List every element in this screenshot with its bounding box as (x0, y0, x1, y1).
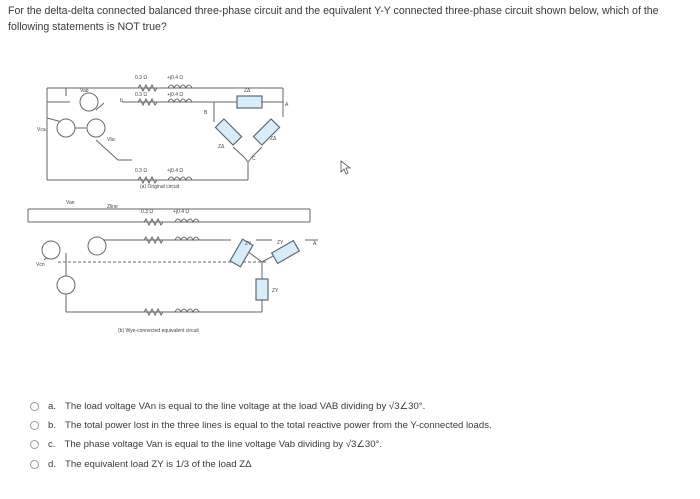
option-d-text: The equivalent load ZY is 1/3 of the load ZΔ (65, 458, 252, 470)
source-vab-circle (80, 93, 98, 111)
label-zdelta-left: ZΔ (218, 144, 225, 150)
option-a-text: The load voltage VAn is equal to the line voltage at the load VAB dividing by √3∠30°. (65, 400, 426, 412)
label-reactance-mid: +j0.4 Ω (167, 92, 184, 98)
label-resistance-top: 0.3 Ω (135, 75, 148, 81)
label-vcn: Vcn (36, 262, 45, 268)
label-zline: Zline (107, 204, 118, 210)
label-wye-reactance: +j0.4 Ω (173, 209, 190, 215)
label-zdelta-right: ZΔ (270, 136, 277, 142)
label-vbc: Vbc (107, 137, 116, 143)
question-line-1: For the delta-delta connected balanced three-phase circuit and the equivalent Y-Y connected three-phase circuit shown below, which of the (8, 5, 659, 17)
option-a[interactable] (30, 397, 425, 415)
source-van-circle (42, 241, 60, 259)
label-vca: Vca (37, 127, 46, 133)
wye-circuit-elements (144, 219, 199, 315)
wye-circuit-sources (42, 237, 106, 294)
option-d[interactable] (30, 455, 252, 473)
radio-b[interactable] (30, 421, 39, 430)
label-node-b: b (120, 98, 123, 104)
load-zdelta-top (237, 96, 262, 108)
caption-original: (a) Original circuit (140, 184, 180, 190)
original-circuit-labels (37, 75, 289, 190)
label-node-C: C (252, 156, 256, 162)
option-b-text: The total power lost in the three lines is equal to the total reactive power from the Y-connected loads. (65, 419, 492, 431)
radio-a[interactable] (30, 402, 39, 411)
source-vcn-circle (57, 276, 75, 294)
label-vab: Vab (80, 88, 89, 94)
label-wye-resistance: 0.3 Ω (141, 209, 154, 215)
label-van: Van (66, 200, 75, 206)
load-zdelta-left (215, 119, 241, 145)
wye-circuit (28, 209, 318, 312)
source-vbc-circle (87, 119, 105, 137)
source-vbn-circle (88, 237, 106, 255)
option-c-text: The phase voltage Van is equal to the line voltage Vab dividing by √3∠30°. (64, 438, 383, 450)
label-zy-bottom: ZY (272, 288, 279, 294)
caption-wye: (b) Wye-connected equivalent circuit (118, 328, 199, 334)
label-wye-node-A: A (313, 241, 317, 247)
label-zdelta-top: ZΔ (244, 88, 251, 94)
label-reactance-top: +j0.4 Ω (167, 75, 184, 81)
label-resistance-mid: 0.3 Ω (135, 92, 148, 98)
radio-c[interactable] (30, 440, 39, 449)
option-c[interactable] (30, 435, 382, 453)
label-node-B: B (204, 110, 208, 116)
option-a-letter: a. (48, 400, 57, 412)
option-d-letter: d. (48, 458, 57, 470)
label-reactance-bot: +j0.4 Ω (167, 168, 184, 174)
label-resistance-bot: 0.3 Ω (135, 168, 148, 174)
label-zy-left: ZY (245, 241, 252, 247)
option-c-letter: c. (48, 438, 56, 450)
radio-d[interactable] (30, 460, 39, 469)
wye-circuit-loads (230, 239, 299, 300)
option-b-letter: b. (48, 419, 57, 431)
mouse-cursor-icon (341, 161, 350, 174)
load-zy-bottom (256, 279, 268, 300)
label-node-A: A (285, 102, 289, 108)
original-circuit-sources (57, 93, 105, 137)
option-b[interactable] (30, 416, 492, 434)
question-line-2: following statements is NOT true? (8, 21, 167, 33)
load-zy-right (272, 241, 300, 264)
label-zy-right: ZY (277, 240, 284, 246)
source-vca-circle (57, 119, 75, 137)
